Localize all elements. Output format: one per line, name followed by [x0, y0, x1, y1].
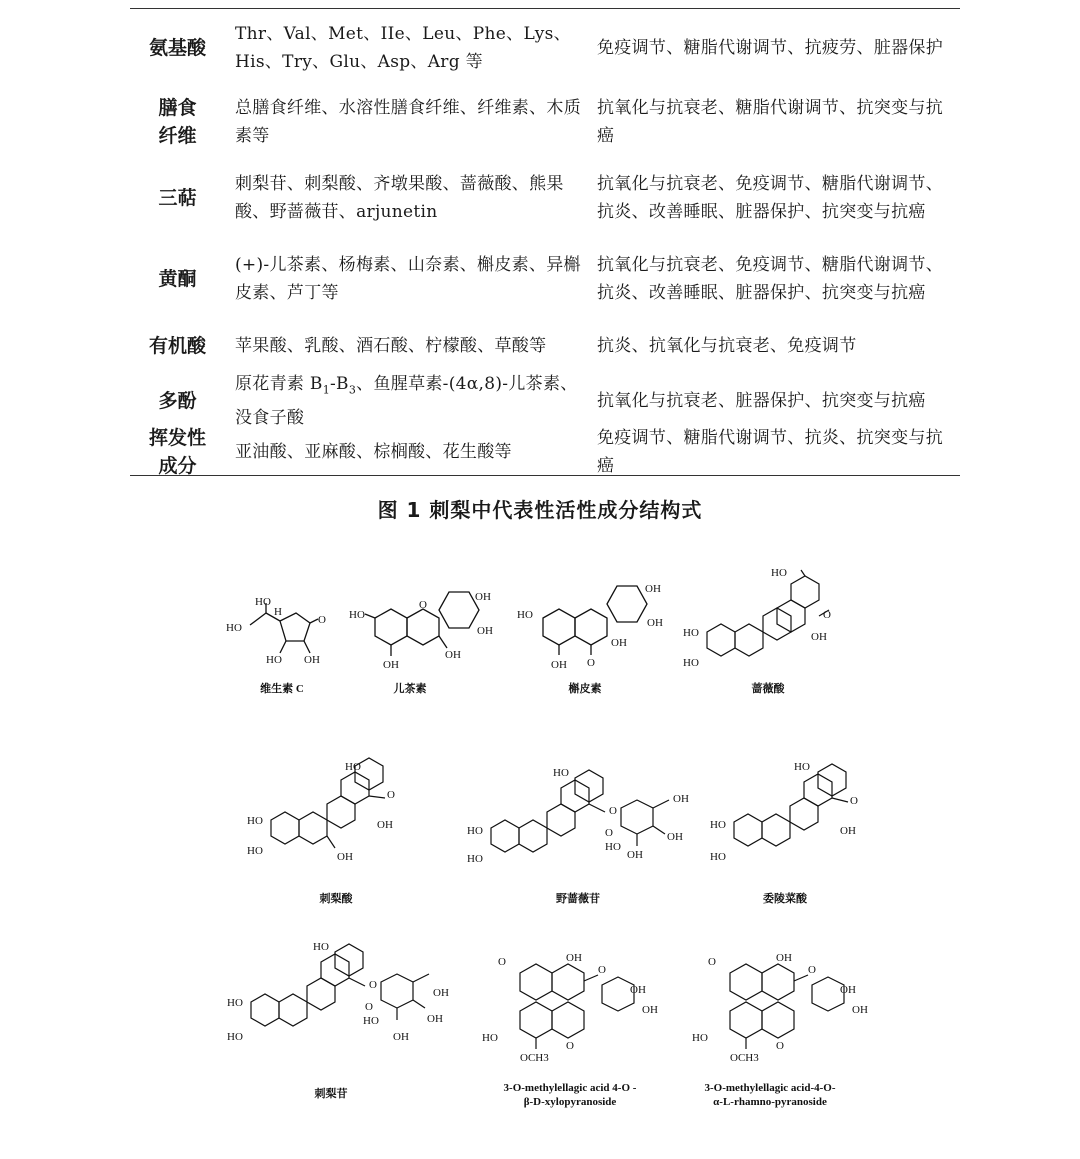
label-oh: OH: [393, 1031, 409, 1043]
caption-multiflorin: 野蔷薇苷: [556, 893, 600, 905]
row-components: 总膳食纤维、水溶性膳食纤维、纤维素、木质素等: [235, 98, 581, 146]
label-ho: HO: [467, 825, 483, 837]
table-row: [130, 239, 960, 319]
label-o: O: [318, 614, 326, 626]
label-oh: OH: [304, 654, 320, 666]
label-o: O: [498, 956, 506, 968]
label-ho: HO: [227, 997, 243, 1009]
caption-line-2: β-D-xylopyranoside: [523, 1096, 617, 1108]
label-ho: HO: [363, 1015, 379, 1027]
label-ho: HO: [482, 1032, 498, 1044]
label-oh: OH: [645, 583, 661, 595]
label-o: O: [823, 609, 831, 621]
label-ho: HO: [683, 627, 699, 639]
label-oh: OH: [627, 849, 643, 861]
label-ho: HO: [226, 622, 242, 634]
label-ho: HO: [692, 1032, 708, 1044]
potentillanic-acid-structure: [708, 756, 868, 876]
label-o: O: [369, 979, 377, 991]
figure-title: 图 1 刺梨中代表性活性成分结构式: [377, 498, 703, 522]
label-oh: OH: [433, 987, 449, 999]
label-ho: HO: [227, 1031, 243, 1043]
label-ho: HO: [517, 609, 533, 621]
row-name: 黄酮: [158, 268, 197, 290]
caption-line-2: α-L-rhamno-pyranoside: [713, 1096, 827, 1108]
label-o: O: [598, 964, 606, 976]
label-ho: HO: [710, 851, 726, 863]
catechin-structure: [345, 588, 495, 683]
label-ho: HO: [345, 761, 361, 773]
label-oh: OH: [667, 831, 683, 843]
table-row: [130, 157, 960, 239]
label-h: H: [274, 606, 282, 618]
label-ho: HO: [266, 654, 282, 666]
label-o: O: [566, 1040, 574, 1052]
caption-rosolic-acid: 蔷薇酸: [751, 683, 785, 695]
label-ho: HO: [247, 815, 263, 827]
quercetin-structure: [515, 582, 675, 677]
label-oh: OH: [475, 591, 491, 603]
comp-sub1: 1: [322, 383, 331, 397]
label-oh: OH: [673, 793, 689, 805]
label-oh: OH: [551, 659, 567, 671]
table-row: [130, 87, 960, 157]
row-components: 亚油酸、亚麻酸、棕榈酸、花生酸等: [235, 442, 512, 462]
row-functions: 抗氧化与抗衰老、糖脂代谢调节、抗突变与抗癌: [597, 98, 943, 146]
label-oh: OH: [647, 617, 663, 629]
label-ho: HO: [683, 657, 699, 669]
caption-line-1: 3-O-methylellagic acid-4-O-: [704, 1082, 836, 1094]
label-ho: HO: [349, 609, 365, 621]
caption-vitamin-c: 维生素 C: [260, 683, 304, 695]
label-ho: HO: [467, 853, 483, 865]
label-oh: OH: [337, 851, 353, 863]
label-oh: OH: [377, 819, 393, 831]
label-oh: OH: [477, 625, 493, 637]
label-oh: OH: [427, 1013, 443, 1025]
row-functions: 免疫调节、糖脂代谢调节、抗炎、抗突变与抗癌: [597, 428, 943, 476]
label-oh: OH: [776, 952, 792, 964]
roxburic-acid-structure: [245, 748, 405, 878]
label-och3: OCH3: [730, 1052, 759, 1064]
table-row: [130, 9, 960, 87]
label-o: O: [419, 599, 427, 611]
label-ho: HO: [313, 941, 329, 953]
row-functions: 抗氧化与抗衰老、免疫调节、糖脂代谢调节、抗炎、改善睡眠、脏器保护、抗突变与抗癌: [597, 255, 943, 303]
row-functions: 免疫调节、糖脂代谢调节、抗疲劳、脏器保护: [597, 38, 943, 58]
label-oh: OH: [566, 952, 582, 964]
kajiichigoside-structure: [225, 936, 465, 1061]
label-oh: OH: [811, 631, 827, 643]
row-functions: 抗炎、抗氧化与抗衰老、免疫调节: [597, 336, 857, 356]
table-row: [130, 373, 960, 429]
label-oh: OH: [642, 1004, 658, 1016]
label-o: O: [387, 789, 395, 801]
methylellagic-xyloside-structure: [480, 953, 660, 1073]
caption-potentillanic-acid: 委陵菜酸: [763, 893, 807, 905]
label-oh: OH: [840, 984, 856, 996]
label-o: O: [808, 964, 816, 976]
label-o: O: [850, 795, 858, 807]
row-name: 氨基酸: [148, 37, 206, 59]
row-components: Thr、Val、Met、IIe、Leu、Phe、Lys、His、Try、Glu、Asp、Arg 等: [235, 24, 571, 72]
components-table: [130, 8, 960, 476]
row-components: 苹果酸、乳酸、酒石酸、柠檬酸、草酸等: [235, 336, 547, 356]
label-ho: HO: [794, 761, 810, 773]
caption-kajiichigoside: 刺梨苷: [314, 1088, 348, 1100]
label-ho: HO: [553, 767, 569, 779]
caption-methylellagic-xyloside: [480, 1081, 660, 1109]
table-row: [130, 429, 960, 475]
label-oh: OH: [840, 825, 856, 837]
label-oh: OH: [611, 637, 627, 649]
row-name: 多酚: [158, 390, 197, 412]
row-functions: 抗氧化与抗衰老、免疫调节、糖脂代谢调节、抗炎、改善睡眠、脏器保护、抗突变与抗癌: [597, 174, 943, 222]
row-components: 刺梨苷、刺梨酸、齐墩果酸、蔷薇酸、熊果酸、野蔷薇苷、arjunetin: [235, 174, 564, 222]
label-ho: HO: [255, 596, 271, 608]
label-och3: OCH3: [520, 1052, 549, 1064]
row-components: [225, 370, 585, 432]
methylellagic-rhamnoside-structure: [690, 953, 870, 1073]
label-ho: HO: [710, 819, 726, 831]
caption-methylellagic-rhamnoside: [680, 1081, 860, 1109]
label-o: O: [587, 657, 595, 669]
comp-mid: -B: [330, 373, 349, 394]
caption-roxburic-acid: 刺梨酸: [319, 893, 353, 905]
label-ho: HO: [605, 841, 621, 853]
row-name: 有机酸: [148, 335, 206, 357]
row-components: (+)-儿茶素、杨梅素、山奈素、槲皮素、异槲皮素、芦丁等: [235, 255, 581, 303]
multiflorin-structure: [465, 762, 705, 882]
vitamin-c-structure: [222, 595, 342, 675]
label-ho: HO: [247, 845, 263, 857]
table-row: [130, 319, 960, 373]
label-oh: OH: [383, 659, 399, 671]
label-ho: HO: [771, 567, 787, 579]
label-o: O: [605, 827, 613, 839]
label-oh: OH: [445, 649, 461, 661]
comp-pre: 原花青素 B: [235, 373, 323, 394]
label-oh: OH: [630, 984, 646, 996]
caption-catechin: 儿茶素: [393, 683, 427, 695]
label-oh: OH: [852, 1004, 868, 1016]
caption-quercetin: 槲皮素: [568, 683, 602, 695]
row-name: 挥发性成分: [148, 427, 206, 477]
caption-line-1: 3-O-methylellagic acid 4-O -: [503, 1082, 637, 1094]
label-o: O: [609, 805, 617, 817]
label-o: O: [365, 1001, 373, 1013]
row-name: 膳食纤维: [158, 97, 197, 147]
rosolic-acid-structure: [683, 562, 843, 682]
comp-sub2: 3: [348, 383, 357, 397]
row-functions: 抗氧化与抗衰老、脏器保护、抗突变与抗癌: [597, 391, 926, 411]
row-name: 三萜: [158, 187, 197, 209]
label-o: O: [708, 956, 716, 968]
label-o: O: [776, 1040, 784, 1052]
comp-post: 、鱼腥草素-(4α,8)-儿茶素、没食子酸: [235, 373, 578, 429]
